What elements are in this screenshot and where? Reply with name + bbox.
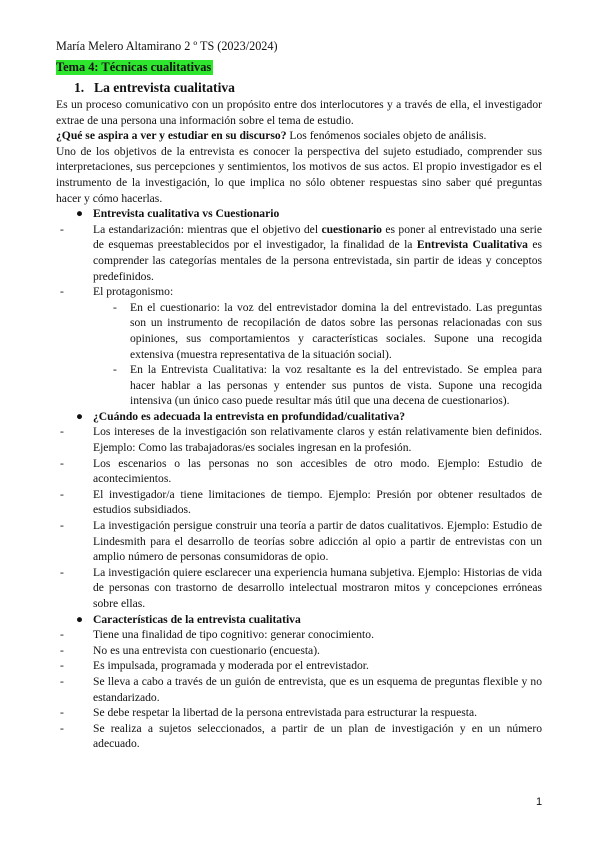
text-run: es comprender las categorías mentales de la persona entrevistada, sin partir de ideas y conceptos predefinidos. — [93, 238, 543, 283]
bold-term: cuestionario — [321, 222, 382, 236]
dash-marker: - — [60, 285, 64, 299]
dash-marker: - — [60, 659, 64, 673]
question-bold: ¿Qué se aspira a ver y estudiar en su discurso? — [56, 129, 287, 143]
list-item-text: La investigación persigue construir una teoría a partir de datos cualitativos. Ejemplo: Estudio de Lindesmith para el desarrollo de teorías sobre adicción al opio a partir de entrevistas con un amplio número de personas consumidoras de opio. — [93, 519, 542, 564]
question-answer: Los fenómenos sociales objeto de análisis. — [286, 129, 487, 143]
intro-paragraph: Es un proceso comunicativo con un propósito entre dos interlocutores y a través de ella, el investigador extrae de una persona una información sobre el tema de estudio. — [56, 98, 542, 127]
sub-list-item — [56, 300, 542, 362]
list-item — [56, 627, 542, 643]
bullet-heading-characteristics — [56, 612, 542, 628]
dash-marker: - — [113, 363, 117, 377]
page-header: María Melero Altamirano 2 º TS (2023/2024) — [56, 39, 278, 53]
dash-marker: - — [60, 519, 64, 533]
dash-marker: - — [60, 222, 64, 236]
text-run: La estandarización: mientras que el objetivo del — [93, 222, 322, 236]
bullet-marker: ● — [76, 612, 84, 626]
objective-paragraph: Uno de los objetivos de la entrevista es conocer la perspectiva del sujeto estudiado, comprender sus interpretaciones, sus percepciones y sentimientos, los motivos de sus actos. El propio investigador es el instrumento de la investigación, lo que implica no sólo obtener respuestas sino saber qué preguntas hacer y cómo hacerlas. — [56, 144, 542, 205]
list-item — [56, 721, 542, 752]
list-item — [56, 643, 542, 659]
bullet-heading-text: Entrevista cualitativa vs Cuestionario — [93, 207, 280, 221]
bullet-heading-text: Características de la entrevista cualitativa — [93, 612, 301, 626]
bullet-heading-comparison — [56, 206, 542, 222]
dash-marker: - — [60, 628, 64, 642]
section-heading — [56, 78, 542, 97]
text-run: es poner al entrevistado una serie de esquemas preestablecidos por el investigador, la finalidad de la — [93, 222, 542, 252]
list-item-text: Es impulsada, programada y moderada por el entrevistador. — [93, 659, 369, 673]
dash-marker: - — [60, 456, 64, 470]
dash-marker: - — [60, 425, 64, 439]
sub-list-text: En la Entrevista Cualitativa: la voz resaltante es la del entrevistado. Se emplea para hacer hablar a las personas y entender sus puntos de vista. Supone una recogida intensiva (un único caso puede resultar más útil que una decena de cuestionarios). — [130, 363, 542, 408]
list-item — [56, 705, 542, 721]
dash-marker: - — [60, 674, 64, 688]
dash-marker: - — [60, 721, 64, 735]
bullet-marker: ● — [76, 409, 84, 423]
page-number: 1 — [536, 796, 543, 808]
section-title: La entrevista cualitativa — [94, 80, 235, 95]
list-item — [56, 565, 542, 612]
list-item-text: Los escenarios o las personas no son accesibles de otro modo. Ejemplo: Estudio de acontecimientos. — [93, 456, 542, 486]
list-item — [56, 487, 542, 518]
bold-term: Entrevista Cualitativa — [416, 238, 528, 252]
bullet-marker: ● — [76, 207, 84, 221]
topic-title-highlight: Tema 4: Técnicas cualitativas — [56, 60, 212, 74]
list-item — [56, 518, 542, 565]
list-item-text: Los intereses de la investigación son relativamente claros y están relativamente bien definidos. Ejemplo: Como las trabajadoras/es sociales ingresan en la profesión. — [93, 425, 542, 455]
dash-marker: - — [60, 643, 64, 657]
question-paragraph — [56, 128, 542, 144]
list-item-estandarizacion — [56, 222, 542, 284]
list-item-protagonismo — [56, 284, 542, 300]
dash-marker: - — [60, 565, 64, 579]
sub-list-item — [56, 362, 542, 409]
document-page — [56, 38, 542, 752]
list-item-text: Se debe respetar la libertad de la persona entrevistada para estructurar la respuesta. — [93, 706, 478, 720]
list-item — [56, 456, 542, 487]
list-item-text: Tiene una finalidad de tipo cognitivo: generar conocimiento. — [93, 628, 374, 642]
list-item-text: Se realiza a sujetos seleccionados, a partir de un plan de investigación y en un número adecuado. — [93, 721, 542, 751]
list-item — [56, 658, 542, 674]
bullet-heading-when — [56, 409, 542, 425]
dash-marker: - — [60, 487, 64, 501]
list-item-text: Se lleva a cabo a través de un guión de entrevista, que es un esquema de preguntas flexible y no estandarizado. — [93, 674, 542, 704]
list-item-text: El protagonismo: — [93, 285, 174, 299]
dash-marker: - — [60, 706, 64, 720]
bullet-heading-text: ¿Cuándo es adecuada la entrevista en profundidad/cualitativa? — [93, 409, 406, 423]
section-number: 1. — [74, 80, 85, 95]
dash-marker: - — [113, 300, 117, 314]
list-item — [56, 424, 542, 455]
list-item — [56, 674, 542, 705]
list-item-text: El investigador/a tiene limitaciones de tiempo. Ejemplo: Presión por obtener resultados de estudios subsidiados. — [93, 487, 542, 517]
sub-list-text: En el cuestionario: la voz del entrevistador domina la del entrevistado. Las preguntas son un instrumento de recopilación de datos sobre las personas relacionadas con sus opiniones, sus comportamientos y características sociales. Supone una recogida extensiva (muestra representativa de la situación social). — [130, 300, 542, 361]
list-item-text: No es una entrevista con cuestionario (encuesta). — [93, 643, 320, 657]
list-item-text: La investigación quiere esclarecer una experiencia humana subjetiva. Ejemplo: Historias de vida de personas con trastorno de desarrollo intelectual mostraron mitos y concepciones erróneas sobre ellas. — [93, 565, 542, 610]
